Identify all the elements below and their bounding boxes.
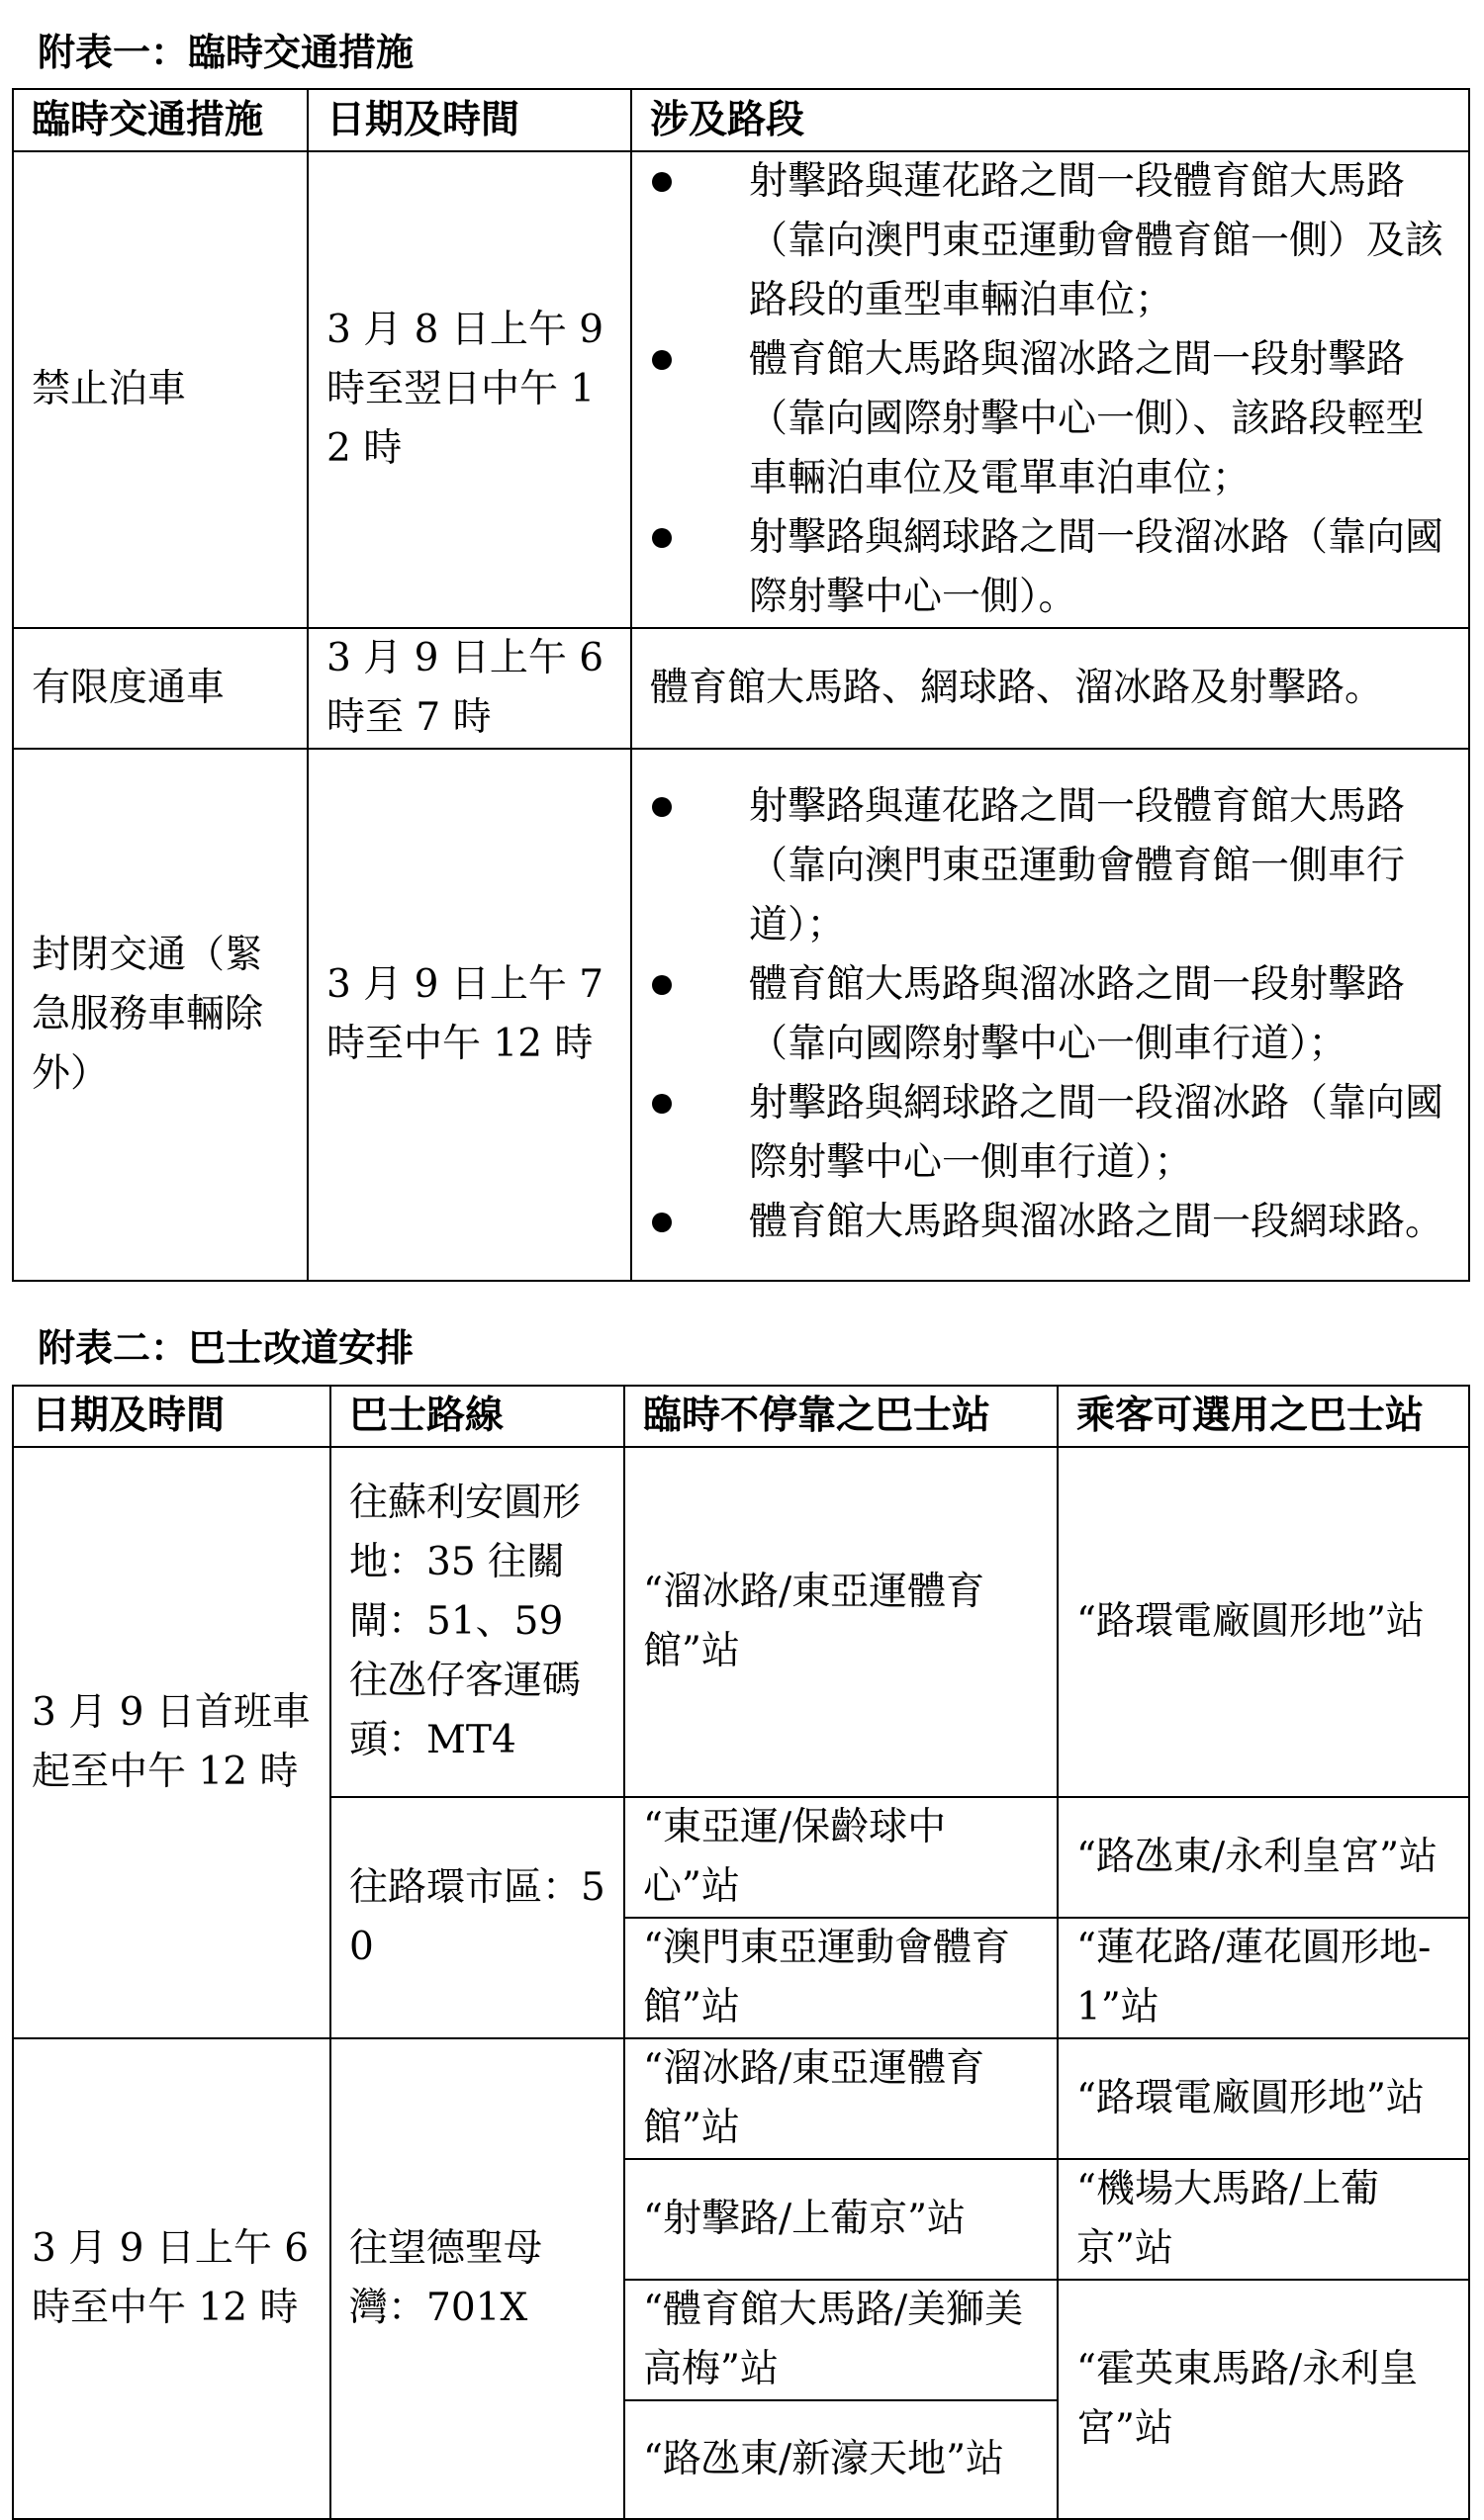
table-row: [13, 628, 1469, 749]
skipped-stop-cell: “溜冰路/東亞運體育館”站: [624, 1447, 1058, 1797]
list-item: [650, 152, 1454, 330]
alternative-stop-cell: “路環電廠圓形地”站: [1058, 2038, 1469, 2159]
header-route: 巴士路線: [330, 1386, 624, 1447]
bullet-icon: [652, 1213, 672, 1232]
route-cell: 往路環市區：50: [330, 1797, 624, 2038]
measure-cell: 禁止泊車: [13, 151, 308, 628]
measure-cell: 有限度通車: [13, 628, 308, 749]
alternative-stop-cell: “路環電廠圓形地”站: [1058, 1447, 1469, 1797]
skipped-stop-cell: “射擊路/上葡京”站: [624, 2159, 1058, 2280]
time-cell: 3 月 9 日首班車起至中午 12 時: [13, 1447, 330, 2038]
section-text: 射擊路與網球路之間一段溜冰路（靠向國際射擊中心一側車行道）；: [749, 1081, 1444, 1185]
list-item: [650, 508, 1454, 627]
sections-cell: [631, 151, 1469, 628]
header-measure: 臨時交通措施: [13, 89, 308, 151]
list-item: [650, 1074, 1454, 1193]
table-row: [13, 2038, 1469, 2159]
route-cell: 往蘇利安圓形地：35 往關閘：51、59 往氹仔客運碼頭：MT4: [330, 1447, 624, 1797]
skipped-stop-cell: “東亞運/保齡球中心”站: [624, 1797, 1058, 1918]
bullet-icon: [652, 528, 672, 548]
list-item: [650, 777, 1454, 955]
route-cell: 往望德聖母灣：701X: [330, 2038, 624, 2519]
header-sections: 涉及路段: [631, 89, 1469, 151]
header-skipped-stop: 臨時不停靠之巴士站: [624, 1386, 1058, 1447]
time-cell: 3 月 8 日上午 9 時至翌日中午 12 時: [308, 151, 631, 628]
time-cell: 3 月 9 日上午 6 時至 7 時: [308, 628, 631, 749]
skipped-stop-cell: “澳門東亞運動會體育館”站: [624, 1918, 1058, 2038]
traffic-measures-table: [12, 88, 1470, 1282]
skipped-stop-cell: “路氹東/新濠天地”站: [624, 2400, 1058, 2519]
header-time: 日期及時間: [13, 1386, 330, 1447]
table1-caption: 附表一：臨時交通措施: [38, 31, 415, 74]
section-text: 體育館大馬路與溜冰路之間一段射擊路（靠向國際射擊中心一側）、該路段輕型車輛泊車位及電單車泊車位；: [749, 337, 1425, 500]
bullet-icon: [652, 350, 672, 370]
sections-cell: 體育館大馬路、網球路、溜冰路及射擊路。: [631, 628, 1469, 749]
time-cell: 3 月 9 日上午 6 時至中午 12 時: [13, 2038, 330, 2519]
alternative-stop-cell: “機場大馬路/上葡京”站: [1058, 2159, 1469, 2280]
skipped-stop-cell: “溜冰路/東亞運體育館”站: [624, 2038, 1058, 2159]
header-alternative-stop: 乘客可選用之巴士站: [1058, 1386, 1469, 1447]
section-text: 射擊路與蓮花路之間一段體育館大馬路（靠向澳門東亞運動會體育館一側）及該路段的重型車輛泊車位；: [749, 159, 1444, 322]
table2-caption: 附表二：巴士改道安排: [38, 1326, 415, 1370]
bullet-icon: [652, 172, 672, 192]
alternative-stop-cell: “蓮花路/蓮花圓形地-1”站: [1058, 1918, 1469, 2038]
time-cell: 3 月 9 日上午 7 時至中午 12 時: [308, 749, 631, 1281]
sections-cell: [631, 749, 1469, 1281]
bus-diversion-table: [12, 1385, 1470, 2520]
header-time: 日期及時間: [308, 89, 631, 151]
list-item: [650, 330, 1454, 508]
bullet-icon: [652, 797, 672, 817]
bullet-icon: [652, 975, 672, 995]
section-text: 體育館大馬路與溜冰路之間一段網球路。: [749, 1200, 1444, 1244]
bullet-icon: [652, 1094, 672, 1114]
list-item: [650, 955, 1454, 1074]
table-row: [13, 151, 1469, 628]
measure-cell: 封閉交通（緊急服務車輛除外）: [13, 749, 308, 1281]
list-item: [650, 1193, 1454, 1252]
alternative-stop-cell: “霍英東馬路/永利皇宮”站: [1058, 2280, 1469, 2519]
table2-header-row: [13, 1386, 1469, 1447]
section-text: 射擊路與網球路之間一段溜冰路（靠向國際射擊中心一側）。: [749, 515, 1444, 619]
alternative-stop-cell: “路氹東/永利皇宮”站: [1058, 1797, 1469, 1918]
section-text: 射擊路與蓮花路之間一段體育館大馬路（靠向澳門東亞運動會體育館一側車行道）；: [749, 784, 1406, 947]
table-row: [13, 749, 1469, 1281]
table-row: [13, 1447, 1469, 1797]
table1-header-row: [13, 89, 1469, 151]
section-text: 體育館大馬路與溜冰路之間一段射擊路（靠向國際射擊中心一側車行道）；: [749, 962, 1406, 1066]
skipped-stop-cell: “體育館大馬路/美獅美高梅”站: [624, 2280, 1058, 2400]
